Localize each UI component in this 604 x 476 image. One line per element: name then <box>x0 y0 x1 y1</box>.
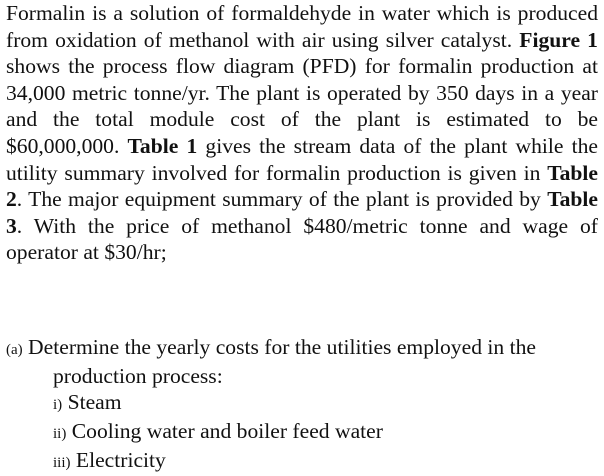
table-2-ref: Table 2 <box>6 160 598 212</box>
intro-text-5: . With the price of methanol $480/metric tonne and wage of operator at $30/hr; <box>6 213 598 265</box>
table-1-ref: Table 1 <box>127 133 198 158</box>
sub-item-steam <box>6 389 598 418</box>
problem-statement <box>6 0 598 266</box>
sub-item-text: Steam <box>62 390 122 414</box>
sub-item-label: ii) <box>53 426 67 442</box>
sub-item-cooling-water <box>6 418 598 447</box>
question-a-label: (a) <box>6 342 23 358</box>
question-a-line-2: production process: <box>53 364 223 388</box>
intro-text-1: Formalin is a solution of formaldehyde in water which is produced from oxidation of methanol with air using silver catalyst. <box>6 1 598 52</box>
figure-1-ref: Figure 1 <box>519 27 598 52</box>
sub-item-label: iii) <box>53 455 71 471</box>
question-a-line-1 <box>6 334 598 363</box>
intro-text-3: gives the stream data of the plant while the utility summary involved for formalin production is given in <box>6 133 598 185</box>
intro-text-2: shows the process flow diagram (PFD) for formalin production at 34,000 metric tonne/yr. The plant is operated by 350 days in a year and the total module cost of the plant is estimated to be $60,000,000. <box>6 54 598 158</box>
sub-item-text: Electricity <box>70 448 166 472</box>
question-a <box>6 334 598 476</box>
table-3-ref: Table 3 <box>6 187 598 238</box>
sub-item-text: Cooling water and boiler feed water <box>66 419 383 443</box>
sub-item-label: i) <box>53 397 63 413</box>
intro-text-4: . The major equipment summary of the plant is provided by <box>16 187 548 212</box>
question-a-text: Determine the yearly costs for the utilities employed in the <box>22 335 536 359</box>
